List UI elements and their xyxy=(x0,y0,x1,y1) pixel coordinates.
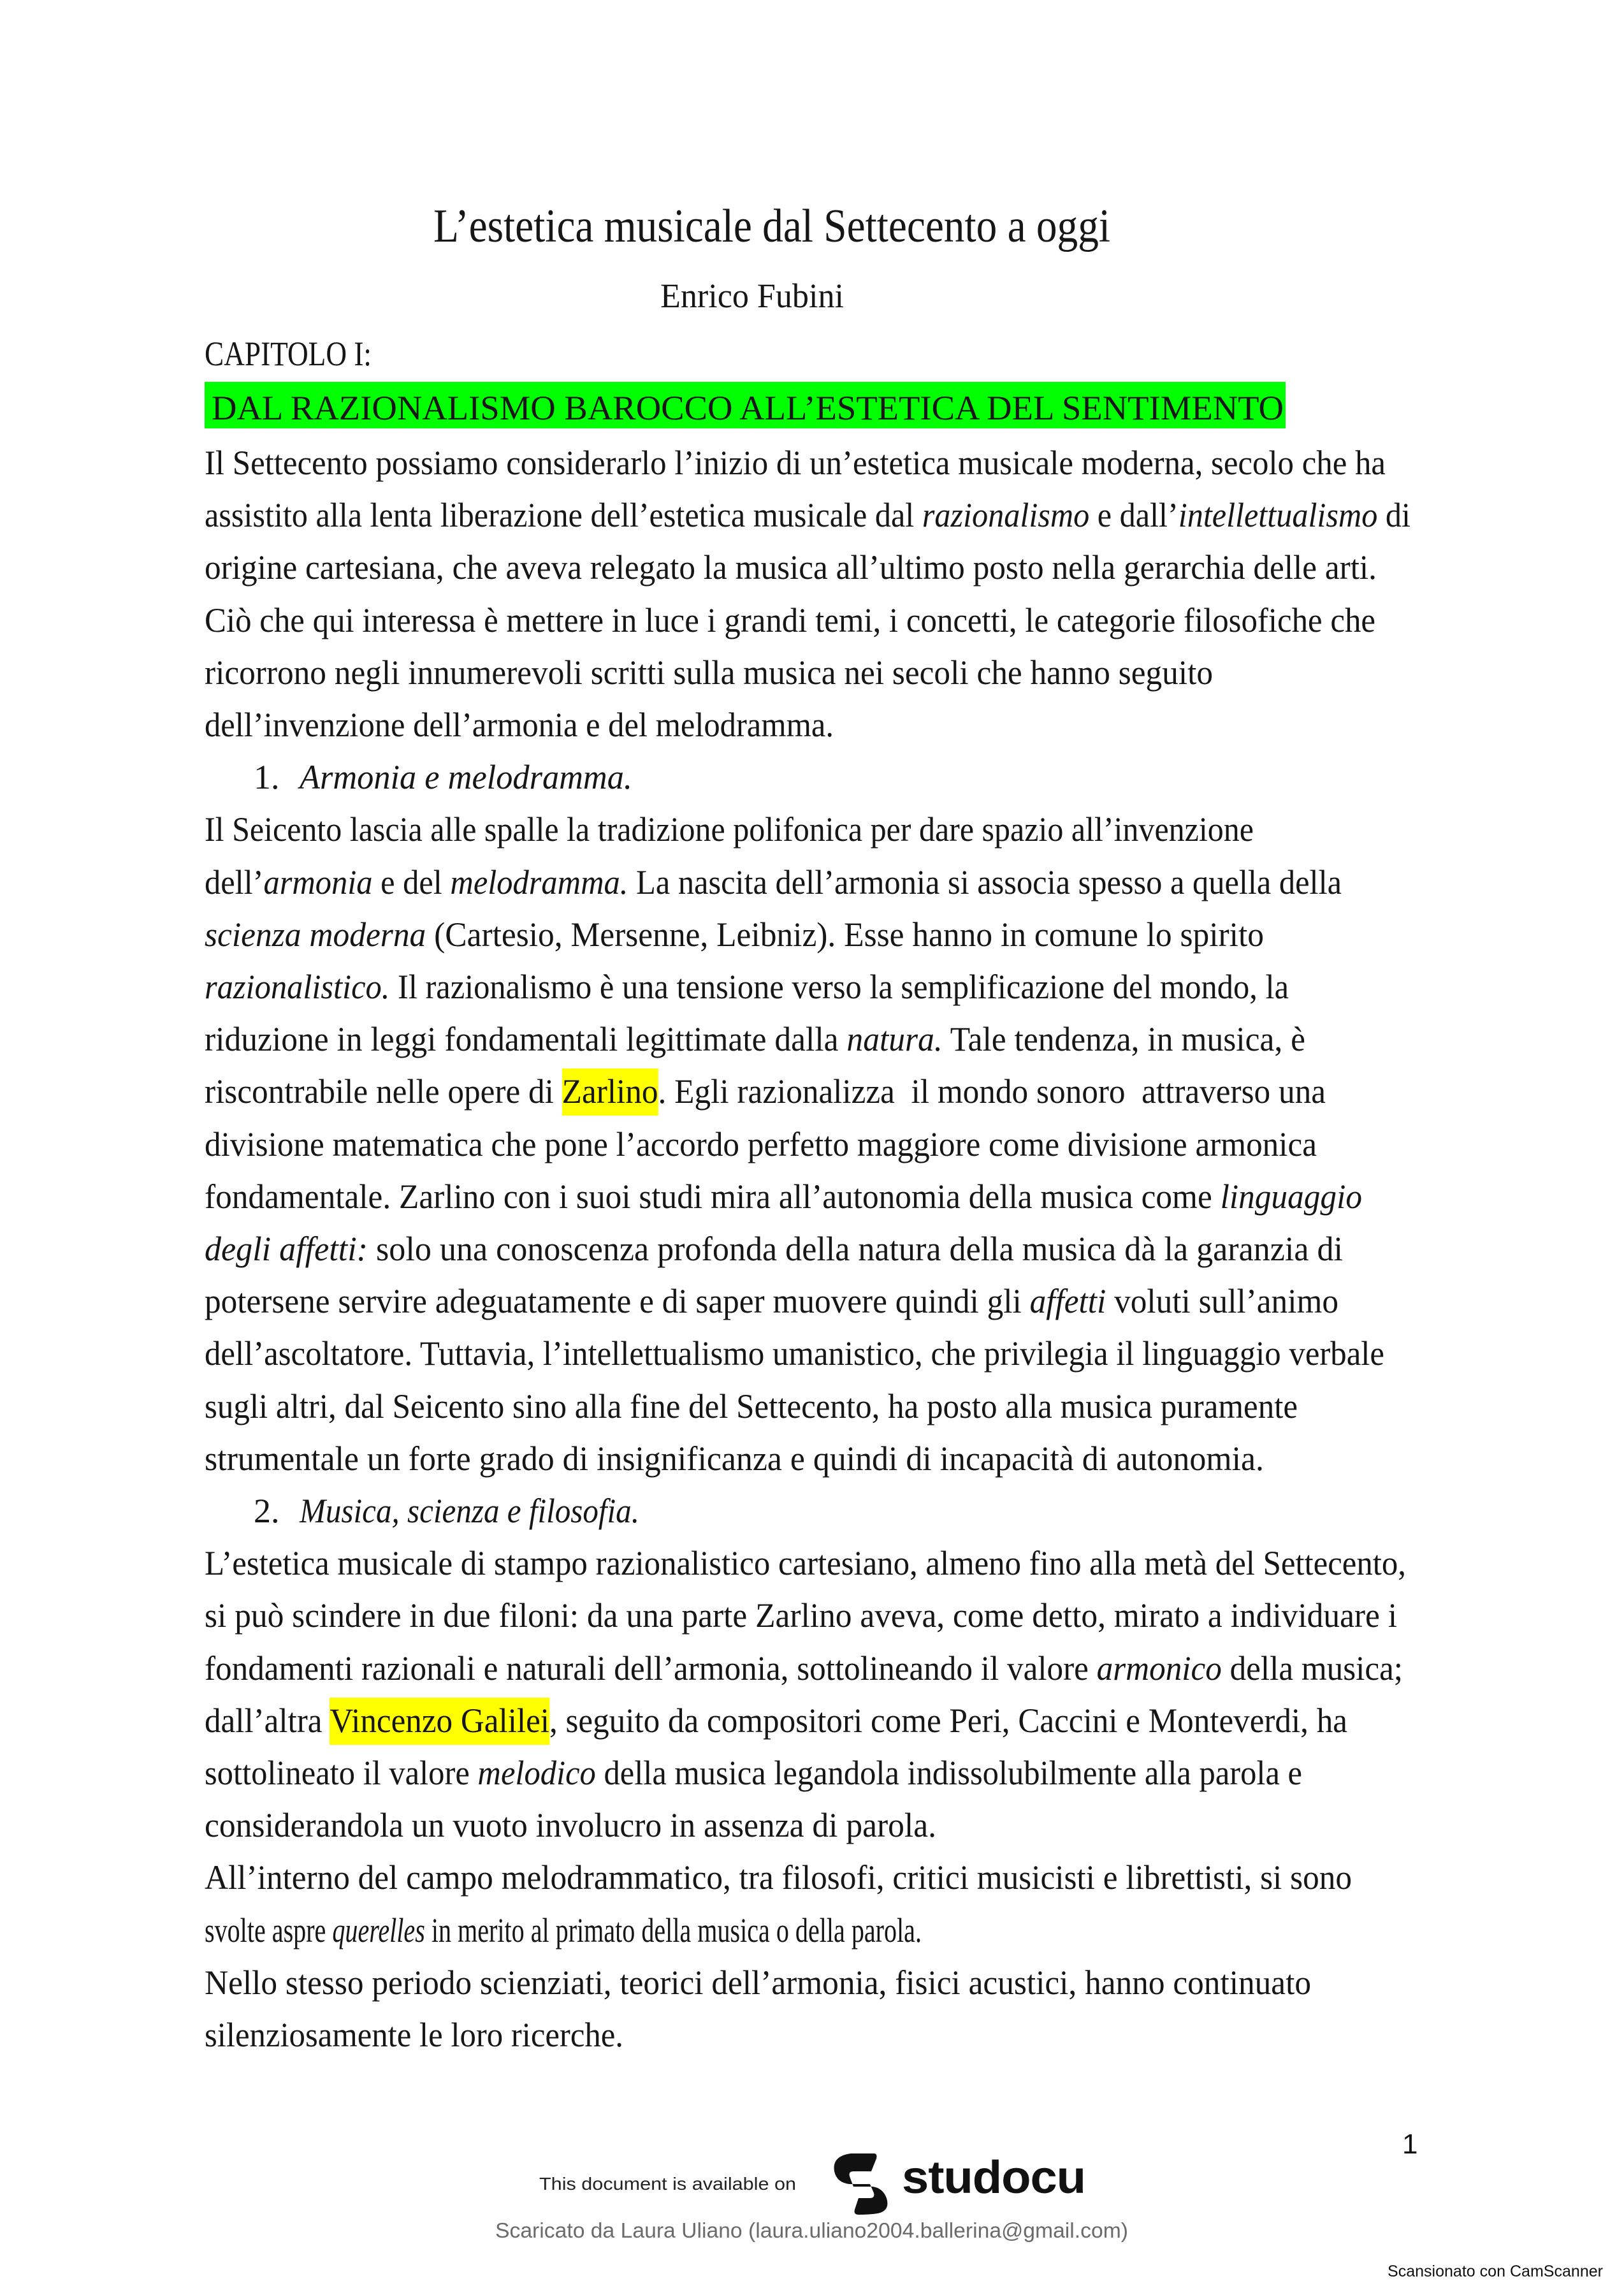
text-line xyxy=(205,1284,1338,1318)
text-run: della musica; xyxy=(1221,1649,1403,1687)
text-run: dall’altra xyxy=(205,1701,330,1740)
text-run: della musica legandola indissolubilmente alla parola e xyxy=(595,1754,1302,1792)
italic-term: natura. xyxy=(846,1020,943,1058)
text-run: e dall’ xyxy=(1089,496,1178,534)
text-run: Tale tendenza, in musica, è xyxy=(942,1020,1305,1058)
camscanner-watermark: Scansionato con CamScanner xyxy=(1388,2262,1603,2280)
italic-term: degli affetti: xyxy=(205,1230,368,1268)
italic-term: melodico xyxy=(477,1754,596,1792)
text-run: potersene servire adeguatamente e di saper muovere quindi gli xyxy=(205,1282,1030,1320)
text-line xyxy=(205,550,1377,585)
text-line xyxy=(205,1913,922,1948)
text-line xyxy=(205,708,834,742)
italic-term: Musica, scienza e filosofia. xyxy=(300,1492,639,1530)
text-line xyxy=(205,446,1386,480)
italic-term: razionalistico. xyxy=(205,968,390,1006)
text-run: (Cartesio, Mersenne, Leibniz). Esse hanno in comune lo spirito xyxy=(426,915,1264,954)
text-run: Il Seicento lascia alle spalle la tradizione polifonica per dare spazio all’invenzione xyxy=(205,810,1254,849)
text-line xyxy=(205,812,1254,847)
list-item-heading xyxy=(300,1494,639,1528)
text-run: Nello stesso periodo scienziati, teorici dell’armonia, fisici acustici, hanno continuato xyxy=(205,1963,1311,2002)
text-run: e del xyxy=(372,863,451,901)
list-item-heading xyxy=(300,760,632,794)
document-title: L’estetica musicale dal Settecento a oggi xyxy=(433,200,1110,252)
text-run: si può scindere in due filoni: da una parte Zarlino aveva, come detto, mirato a individuare i xyxy=(205,1596,1397,1635)
document-author: Enrico Fubini xyxy=(660,277,844,315)
italic-term: Armonia e melodramma. xyxy=(300,758,632,796)
text-line xyxy=(205,1389,1298,1424)
italic-term: melodramma. xyxy=(450,863,628,901)
text-run: divisione matematica che pone l’accordo perfetto maggiore come divisione armonica xyxy=(205,1125,1317,1163)
text-line xyxy=(205,498,1410,532)
text-run: dell’ascoltatore. Tuttavia, l’intellettualismo umanistico, che privilegia il linguaggio verbale xyxy=(205,1334,1384,1373)
text-line xyxy=(205,917,1264,952)
text-run: assistito alla lenta liberazione dell’estetica musicale dal xyxy=(205,496,922,534)
italic-term: linguaggio xyxy=(1220,1177,1362,1216)
text-line xyxy=(205,1022,1305,1056)
italic-term: armonico xyxy=(1096,1649,1222,1687)
list-number: 1. xyxy=(254,758,280,796)
text-run: in merito al primato della musica o della parola. xyxy=(424,1911,922,1949)
chapter-title: DAL RAZIONALISMO BAROCCO ALL’ESTETICA DEL SENTIMENTO xyxy=(212,389,1284,427)
text-run: riduzione in leggi fondamentali legittimate dalla xyxy=(205,1020,847,1058)
text-run: strumentale un forte grado di insignificanza e quindi di incapacità di autonomia. xyxy=(205,1439,1264,1478)
text-run: sottolineato il valore xyxy=(205,1754,478,1792)
text-line xyxy=(205,1860,1352,1895)
text-line xyxy=(205,1651,1403,1686)
text-run: fondamenti razionali e naturali dell’armonia, sottolineando il valore xyxy=(205,1649,1097,1687)
text-run: dell’ xyxy=(205,863,264,901)
page-number: 1 xyxy=(1402,2129,1418,2160)
text-run: silenziosamente le loro ricerche. xyxy=(205,2016,623,2054)
text-run: Il Settecento possiamo considerarlo l’inizio di un’estetica musicale moderna, secolo che ha xyxy=(205,444,1386,482)
studocu-logo-text: studocu xyxy=(902,2152,1085,2203)
text-line xyxy=(205,1965,1311,2000)
downloaded-by-note: Scaricato da Laura Uliano (laura.uliano2004.ballerina@gmail.com) xyxy=(495,2218,1128,2242)
text-line xyxy=(205,970,1289,1004)
text-line xyxy=(205,865,1342,900)
text-run: ricorrono negli innumerevoli scritti sulla musica nei secoli che hanno seguito xyxy=(205,653,1213,692)
text-line xyxy=(205,1336,1384,1371)
italic-term: intellettualismo xyxy=(1178,496,1378,534)
text-run: La nascita dell’armonia si associa spesso a quella della xyxy=(628,863,1342,901)
text-run: voluti sull’animo xyxy=(1106,1282,1338,1320)
text-run: fondamentale. Zarlino con i suoi studi mira all’autonomia della musica come xyxy=(205,1177,1221,1216)
highlighted-name: Zarlino xyxy=(562,1068,658,1116)
list-number: 2. xyxy=(254,1492,280,1530)
text-run: sugli altri, dal Seicento sino alla fine del Settecento, ha posto alla musica puramente xyxy=(205,1387,1298,1425)
italic-term: querelles xyxy=(332,1911,425,1949)
text-line xyxy=(205,1703,1347,1738)
availability-note: This document is available on xyxy=(539,2174,796,2194)
italic-term: affetti xyxy=(1029,1282,1106,1320)
text-run: solo una conoscenza profonda della natura della musica dà la garanzia di xyxy=(368,1230,1343,1268)
text-line xyxy=(205,1598,1397,1633)
text-line xyxy=(205,1232,1343,1266)
text-run: L’estetica musicale di stampo razionalistico cartesiano, almeno fino alla metà del Settecento, xyxy=(205,1544,1406,1582)
text-run: dell’invenzione dell’armonia e del melodramma. xyxy=(205,706,834,744)
text-run: , seguito da compositori come Peri, Caccini e Monteverdi, ha xyxy=(549,1701,1347,1740)
italic-term: scienza moderna xyxy=(205,915,426,954)
text-line xyxy=(205,655,1213,690)
text-run: All’interno del campo melodrammatico, tra filosofi, critici musicisti e librettisti, si sono xyxy=(205,1858,1352,1897)
text-line xyxy=(205,1127,1317,1162)
text-line xyxy=(205,1441,1264,1476)
text-run: di xyxy=(1377,496,1410,534)
text-line xyxy=(205,1808,936,1842)
text-run: considerandola un vuoto involucro in assenza di parola. xyxy=(205,1806,936,1844)
text-run: origine cartesiana, che aveva relegato la musica all’ultimo posto nella gerarchia delle arti. xyxy=(205,548,1377,586)
text-run: svolte aspre xyxy=(205,1911,333,1949)
highlighted-name: Vincenzo Galilei xyxy=(330,1698,549,1745)
text-line xyxy=(205,603,1375,638)
italic-term: armonia xyxy=(263,863,373,901)
text-run: Il razionalismo è una tensione verso la semplificazione del mondo, la xyxy=(389,968,1289,1006)
italic-term: razionalismo xyxy=(922,496,1090,534)
text-run: Ciò che qui interessa è mettere in luce i grandi temi, i concetti, le categorie filosofiche che xyxy=(205,601,1375,639)
text-line xyxy=(205,1179,1362,1214)
text-run: riscontrabile nelle opere di xyxy=(205,1072,562,1111)
text-run: . Egli razionalizza il mondo sonoro attraverso una xyxy=(658,1072,1326,1111)
text-line xyxy=(205,2018,623,2052)
text-line xyxy=(205,1546,1406,1580)
chapter-label: CAPITOLO I: xyxy=(205,335,372,373)
studocu-logo-icon xyxy=(832,2153,894,2215)
text-line xyxy=(205,1074,1326,1109)
text-line xyxy=(205,1756,1302,1790)
